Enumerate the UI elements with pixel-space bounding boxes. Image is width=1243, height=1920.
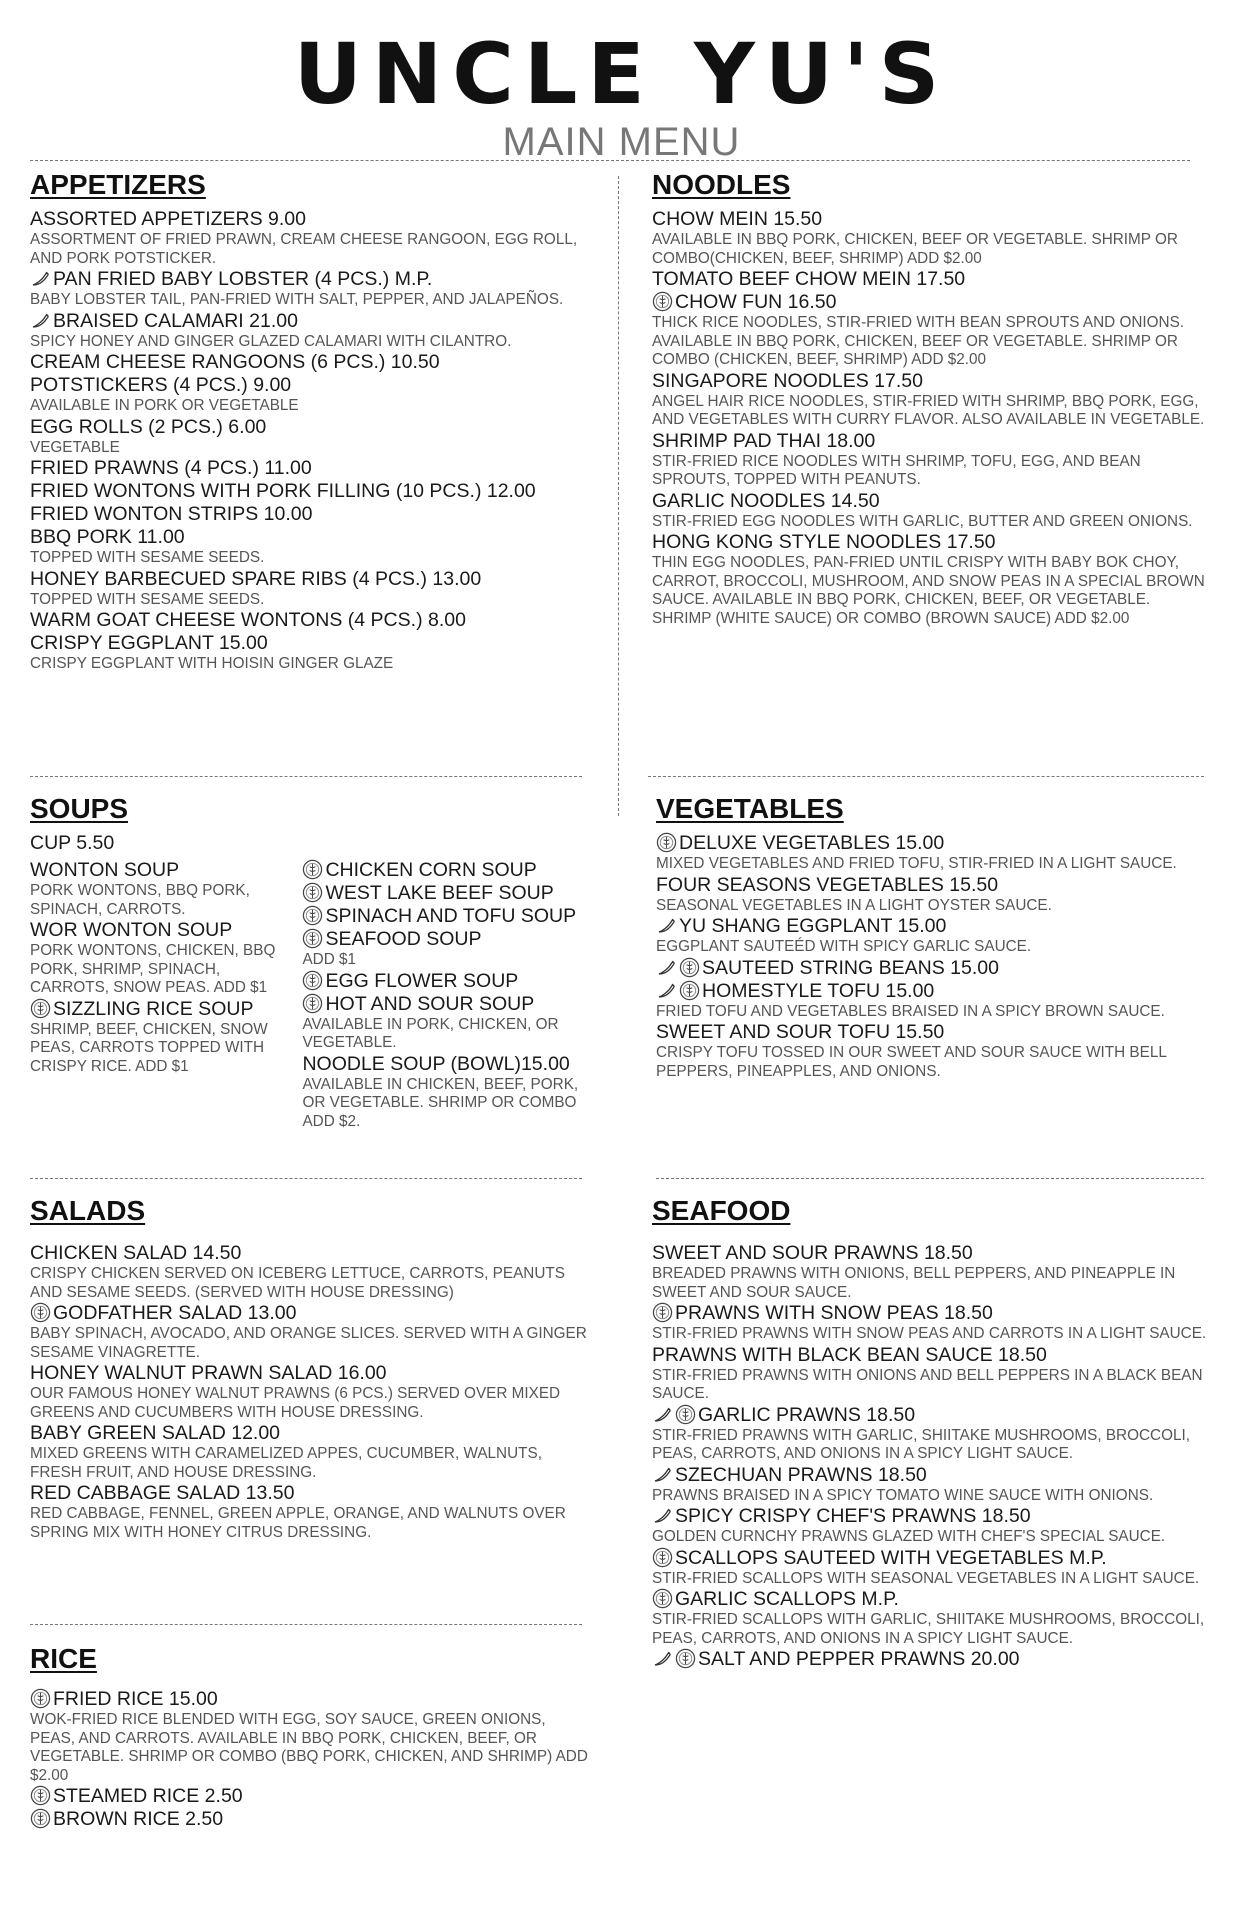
gluten-free-icon xyxy=(679,980,700,1001)
menu-item-description: CRISPY TOFU TOSSED IN OUR SWEET AND SOUR SAUCE WITH BELL PEPPERS, PINEAPPLES, AND ONIONS. xyxy=(656,1044,1167,1080)
menu-item-name xyxy=(656,832,1212,855)
chili-icon xyxy=(652,1508,672,1524)
menu-item-description: STIR-FRIED SCALLOPS WITH SEASONAL VEGETABLES IN A LIGHT SAUCE. xyxy=(652,1569,1200,1587)
menu-item-description: AVAILABLE IN PORK OR VEGETABLE xyxy=(30,397,299,414)
menu-item-name xyxy=(30,480,590,503)
menu-item-name xyxy=(30,998,298,1021)
menu-item-name xyxy=(652,531,1212,554)
menu-item xyxy=(30,998,298,1077)
gluten-free-icon xyxy=(302,905,323,926)
menu-item-title: FRIED RICE 15.00 xyxy=(53,1688,218,1710)
menu-item xyxy=(30,268,590,310)
menu-item-description: TOPPED WITH SESAME SEEDS. xyxy=(30,549,265,566)
menu-item-description: MIXED VEGETABLES AND FRIED TOFU, STIR-FRIED IN A LIGHT SAUCE. xyxy=(656,855,1177,872)
menu-item-description: OUR FAMOUS HONEY WALNUT PRAWNS (6 PCS.) SERVED OVER MIXED GREENS AND CUCUMBERS WITH HOUSE DRESSING. xyxy=(30,1385,561,1421)
menu-item-name xyxy=(652,1302,1212,1325)
menu-item-name xyxy=(656,874,1212,897)
menu-item-title: PRAWNS WITH SNOW PEAS 18.50 xyxy=(675,1302,993,1324)
menu-item-name xyxy=(652,1464,1212,1487)
menu-item-title: SALT AND PEPPER PRAWNS 20.00 xyxy=(698,1648,1020,1670)
soups-heading: SOUPS xyxy=(30,793,129,824)
menu-item-name xyxy=(30,374,590,397)
menu-item-title: WARM GOAT CHEESE WONTONS (4 PCS.) 8.00 xyxy=(30,609,466,631)
menu-item-title: BROWN RICE 2.50 xyxy=(53,1808,224,1830)
divider-left-1 xyxy=(30,776,582,777)
menu-item xyxy=(30,416,590,458)
menu-item-description: RED CABBAGE, FENNEL, GREEN APPLE, ORANGE, AND WALNUTS OVER SPRING MIX WITH HONEY CITRUS DRESSING. xyxy=(30,1505,566,1541)
menu-item-title: EGG FLOWER SOUP xyxy=(325,969,519,992)
soups-left-column xyxy=(30,859,298,1076)
menu-item-title: WONTON SOUP xyxy=(30,859,180,881)
menu-item xyxy=(656,980,1212,1022)
noodles-heading: NOODLES xyxy=(652,169,791,200)
menu-item xyxy=(652,1302,1212,1344)
menu-item-title: WEST LAKE BEEF SOUP xyxy=(325,882,554,904)
menu-item xyxy=(30,609,590,632)
menu-item-title: STEAMED RICE 2.50 xyxy=(53,1785,243,1807)
salads-heading: SALADS xyxy=(30,1195,146,1226)
menu-subtitle: MAIN MENU xyxy=(502,120,741,164)
rice-heading: RICE xyxy=(30,1643,97,1674)
menu-item-description: STIR-FRIED RICE NOODLES WITH SHRIMP, TOFU, EGG, AND BEAN SPROUTS, TOPPED WITH PEANUTS. xyxy=(652,452,1141,488)
menu-item-title: CHICKEN SALAD 14.50 xyxy=(30,1242,242,1264)
salads-section xyxy=(30,1194,590,1542)
menu-item-name xyxy=(652,1344,1212,1367)
menu-item xyxy=(652,1547,1212,1589)
menu-item xyxy=(30,374,590,416)
menu-item xyxy=(302,882,592,905)
chili-icon xyxy=(656,960,676,976)
gluten-free-icon xyxy=(302,993,323,1014)
menu-item-title: TOMATO BEEF CHOW MEIN 17.50 xyxy=(652,268,966,290)
menu-item-title: CHICKEN CORN SOUP xyxy=(325,859,537,881)
menu-item-name xyxy=(656,1021,1212,1044)
menu-item-title: GARLIC NOODLES 14.50 xyxy=(652,489,880,512)
divider-right-2 xyxy=(656,1178,1204,1179)
menu-item-name xyxy=(30,526,590,549)
menu-item xyxy=(30,1688,590,1785)
menu-item-description: FRIED TOFU AND VEGETABLES BRAISED IN A SPICY BROWN SAUCE. xyxy=(656,1002,1165,1020)
menu-item-name xyxy=(652,1648,1212,1671)
gluten-free-icon xyxy=(652,1547,673,1568)
menu-item-title: RED CABBAGE SALAD 13.50 xyxy=(30,1482,295,1504)
menu-item xyxy=(30,310,590,352)
menu-item-title: SWEET AND SOUR PRAWNS 18.50 xyxy=(652,1242,973,1264)
menu-item-description: THICK RICE NOODLES, STIR-FRIED WITH BEAN SPROUTS AND ONIONS. AVAILABLE IN BBQ PORK, CHICKEN, BEEF OR VEGETABLE. SHRIMP OR COMBO (CHICKEN, BEEF, SHRIMP) ADD $2.00 xyxy=(652,314,1185,368)
menu-item-description: CRISPY EGGPLANT WITH HOISIN GINGER GLAZE xyxy=(30,655,394,672)
menu-item-name xyxy=(302,905,592,928)
menu-item-title: CREAM CHEESE RANGOONS (6 PCS.) 10.50 xyxy=(30,351,440,373)
menu-item-title: POTSTICKERS (4 PCS.) 9.00 xyxy=(30,374,292,396)
gluten-free-icon xyxy=(30,1808,51,1829)
menu-item-title: HONEY BARBECUED SPARE RIBS (4 PCS.) 13.00 xyxy=(30,567,482,590)
menu-item-description: ADD $1 xyxy=(302,951,357,968)
chili-icon xyxy=(652,1651,672,1667)
menu-item-description: BABY LOBSTER TAIL, PAN-FRIED WITH SALT, PEPPER, AND JALAPEÑOS. xyxy=(30,291,564,308)
menu-item-name xyxy=(30,1808,590,1831)
menu-item-name xyxy=(656,980,1212,1003)
menu-item-title: SIZZLING RICE SOUP xyxy=(53,997,254,1020)
menu-item-name xyxy=(30,609,590,632)
menu-item-name xyxy=(302,1053,592,1076)
rice-section xyxy=(30,1642,590,1831)
menu-item-description: BREADED PRAWNS WITH ONIONS, BELL PEPPERS, AND PINEAPPLE IN SWEET AND SOUR SAUCE. xyxy=(652,1265,1176,1301)
menu-item-description: THIN EGG NOODLES, PAN-FRIED UNTIL CRISPY WITH BABY BOK CHOY, CARROT, BROCCOLI, MUSHROOM, AND SNOW PEAS IN A SPECIAL BROWN SAUCE. AVAILABLE IN BBQ PORK, CHICKEN, BEEF, OR VEGETABLE. SHRIMP (WHITE SAUCE) OR COMBO (BROWN SAUCE) ADD $2.00 xyxy=(652,554,1205,627)
menu-item-title: BBQ PORK 11.00 xyxy=(30,526,185,548)
menu-item xyxy=(652,1404,1212,1464)
menu-item-description: GOLDEN CURNCHY PRAWNS GLAZED WITH CHEF'S SPECIAL SAUCE. xyxy=(652,1528,1166,1545)
menu-item xyxy=(652,1505,1212,1547)
gluten-free-icon xyxy=(302,859,323,880)
divider-right-1 xyxy=(648,776,1204,777)
menu-item-title: BRAISED CALAMARI 21.00 xyxy=(53,309,298,332)
menu-item xyxy=(302,859,592,882)
menu-item-description: SPICY HONEY AND GINGER GLAZED CALAMARI WITH CILANTRO. xyxy=(30,332,512,350)
menu-item xyxy=(30,1242,590,1302)
menu-item-title: BABY GREEN SALAD 12.00 xyxy=(30,1422,281,1444)
menu-item-title: NOODLE SOUP (BOWL)15.00 xyxy=(302,1052,570,1075)
menu-item-description: TOPPED WITH SESAME SEEDS. xyxy=(30,590,265,608)
menu-item xyxy=(30,503,590,526)
gluten-free-icon xyxy=(30,1302,51,1323)
menu-item-title: SEAFOOD SOUP xyxy=(325,928,482,950)
menu-item-name xyxy=(30,919,298,942)
menu-item-title: SWEET AND SOUR TOFU 15.50 xyxy=(656,1021,945,1043)
menu-item-name xyxy=(652,1588,1212,1611)
menu-item-title: FRIED WONTONS WITH PORK FILLING (10 PCS.) 12.00 xyxy=(30,480,536,502)
menu-item-title: HOT AND SOUR SOUP xyxy=(325,992,535,1015)
menu-item xyxy=(30,632,590,674)
menu-item-name xyxy=(656,957,1212,980)
menu-item-title: SPICY CRISPY CHEF'S PRAWNS 18.50 xyxy=(675,1505,1031,1527)
menu-item-title: SAUTEED STRING BEANS 15.00 xyxy=(702,956,999,979)
menu-item xyxy=(652,370,1212,430)
vegetables-heading: VEGETABLES xyxy=(656,793,844,824)
menu-item xyxy=(30,1808,590,1831)
menu-item-name xyxy=(30,1242,590,1265)
gluten-free-icon xyxy=(302,882,323,903)
chili-icon xyxy=(652,1407,672,1423)
menu-item-description: STIR-FRIED PRAWNS WITH SNOW PEAS AND CARROTS IN A LIGHT SAUCE. xyxy=(652,1325,1207,1342)
menu-item-title: HONEY WALNUT PRAWN SALAD 16.00 xyxy=(30,1362,387,1384)
menu-item-name xyxy=(652,370,1212,393)
gluten-free-icon xyxy=(675,1648,696,1669)
menu-item-name xyxy=(30,1785,590,1808)
menu-item-title: SINGAPORE NOODLES 17.50 xyxy=(652,369,923,392)
menu-item xyxy=(652,1588,1212,1648)
menu-item xyxy=(30,568,590,610)
appetizers-heading: APPETIZERS xyxy=(30,169,206,200)
menu-item-name xyxy=(652,1505,1212,1528)
menu-item-name xyxy=(652,1404,1212,1427)
menu-item-title: YU SHANG EGGPLANT 15.00 xyxy=(679,915,947,937)
menu-item-name xyxy=(302,882,592,905)
menu-item-name xyxy=(302,928,592,951)
menu-item-name xyxy=(30,1362,590,1385)
menu-item-name xyxy=(656,915,1212,938)
menu-item-title: FOUR SEASONS VEGETABLES 15.50 xyxy=(656,873,999,896)
menu-item-title: EGG ROLLS (2 PCS.) 6.00 xyxy=(30,415,267,438)
menu-item-name xyxy=(652,208,1212,231)
divider-left-3 xyxy=(30,1624,582,1625)
menu-item-description: ASSORTMENT OF FRIED PRAWN, CREAM CHEESE RANGOON, EGG ROLL, AND PORK POTSTICKER. xyxy=(30,231,578,267)
menu-item-title: GODFATHER SALAD 13.00 xyxy=(53,1302,297,1324)
menu-item-description: STIR-FRIED EGG NOODLES WITH GARLIC, BUTTER AND GREEN ONIONS. xyxy=(652,512,1193,530)
restaurant-name: UNCLE YU'S xyxy=(293,25,950,123)
menu-item xyxy=(30,526,590,568)
menu-item-name xyxy=(30,503,590,526)
menu-item-name xyxy=(302,993,592,1016)
menu-item xyxy=(30,859,298,919)
menu-item-title: CHOW FUN 16.50 xyxy=(675,291,837,313)
menu-item-name xyxy=(30,1482,590,1505)
menu-item-title: SCALLOPS SAUTEED WITH VEGETABLES M.P. xyxy=(675,1546,1107,1569)
menu-item-name xyxy=(652,268,1212,291)
menu-item xyxy=(656,832,1212,874)
menu-item xyxy=(302,905,592,928)
menu-item-title: PRAWNS WITH BLACK BEAN SAUCE 18.50 xyxy=(652,1343,1047,1366)
soup-cup-price: CUP 5.50 xyxy=(30,832,115,854)
menu-item-description: SEASONAL VEGETABLES IN A LIGHT OYSTER SAUCE. xyxy=(656,896,1052,914)
menu-item xyxy=(652,1242,1212,1302)
menu-item-name xyxy=(30,1422,590,1445)
menu-item xyxy=(656,915,1212,957)
menu-item-description: STIR-FRIED PRAWNS WITH ONIONS AND BELL PEPPERS IN A BLACK BEAN SAUCE. xyxy=(652,1366,1203,1402)
menu-item-description: AVAILABLE IN BBQ PORK, CHICKEN, BEEF OR VEGETABLE. SHRIMP OR COMBO(CHICKEN, BEEF, SHRIMP) ADD $2.00 xyxy=(652,231,1178,267)
menu-item xyxy=(652,1464,1212,1506)
menu-item-description: MIXED GREENS WITH CARAMELIZED APPES, CUCUMBER, WALNUTS, FRESH FRUIT, AND HOUSE DRESSING. xyxy=(30,1445,542,1481)
gluten-free-icon xyxy=(675,1404,696,1425)
seafood-heading: SEAFOOD xyxy=(652,1195,791,1226)
seafood-section xyxy=(652,1194,1212,1671)
menu-item-name xyxy=(30,457,590,480)
menu-item-title: FRIED WONTON STRIPS 10.00 xyxy=(30,503,313,525)
menu-item-name xyxy=(652,1547,1212,1570)
menu-item-description: STIR-FRIED SCALLOPS WITH GARLIC, SHIITAKE MUSHROOMS, BROCCOLI, PEAS, CARROTS, AND ONIONS IN A SPICY LIGHT SAUCE. xyxy=(652,1611,1205,1647)
gluten-free-icon xyxy=(302,970,323,991)
menu-item xyxy=(656,957,1212,980)
menu-item xyxy=(30,1482,590,1542)
menu-item-name xyxy=(30,351,590,374)
menu-item-title: DELUXE VEGETABLES 15.00 xyxy=(679,832,945,854)
chili-icon xyxy=(30,271,50,287)
menu-item-description: ANGEL HAIR RICE NOODLES, STIR-FRIED WITH SHRIMP, BBQ PORK, EGG, AND VEGETABLES WITH CURRY FLAVOR. ALSO AVAILABLE IN VEGETABLE. xyxy=(652,392,1205,428)
menu-item-name xyxy=(30,632,590,655)
menu-item xyxy=(30,1302,590,1362)
menu-item xyxy=(302,993,592,1053)
menu-item-name xyxy=(302,859,592,882)
menu-item-title: HOMESTYLE TOFU 15.00 xyxy=(702,979,935,1002)
menu-item xyxy=(652,531,1212,628)
noodles-section xyxy=(652,168,1212,628)
column-divider xyxy=(618,176,619,816)
gluten-free-icon xyxy=(652,291,673,312)
vegetables-section xyxy=(656,792,1212,1081)
appetizers-section xyxy=(30,168,590,674)
menu-item xyxy=(30,1422,590,1482)
menu-item-name xyxy=(30,1302,590,1325)
menu-item-title: WOR WONTON SOUP xyxy=(30,919,233,941)
menu-item-title: HONG KONG STYLE NOODLES 17.50 xyxy=(652,531,996,553)
chili-icon xyxy=(656,918,676,934)
menu-item-title: SZECHUAN PRAWNS 18.50 xyxy=(675,1463,927,1486)
menu-header xyxy=(0,25,1243,164)
menu-item xyxy=(652,268,1212,291)
header-divider xyxy=(30,160,1190,161)
menu-item-title: SPINACH AND TOFU SOUP xyxy=(325,905,577,927)
gluten-free-icon xyxy=(30,1688,51,1709)
gluten-free-icon xyxy=(30,998,51,1019)
menu-item-title: ASSORTED APPETIZERS 9.00 xyxy=(30,208,306,230)
menu-item xyxy=(30,351,590,374)
menu-item-name xyxy=(30,1688,590,1711)
menu-item-title: SHRIMP PAD THAI 18.00 xyxy=(652,429,876,452)
menu-item xyxy=(30,480,590,503)
menu-item xyxy=(652,490,1212,532)
gluten-free-icon xyxy=(679,957,700,978)
menu-item xyxy=(302,1053,592,1132)
menu-item-description: VEGETABLE xyxy=(30,438,120,456)
menu-item xyxy=(30,208,590,268)
soups-right-column xyxy=(302,859,592,1131)
menu-item-description: BABY SPINACH, AVOCADO, AND ORANGE SLICES. SERVED WITH A GINGER SESAME VINAGRETTE. xyxy=(30,1325,587,1361)
menu-item-name xyxy=(30,310,590,333)
menu-item-name xyxy=(30,568,590,591)
menu-item-description: PORK WONTONS, CHICKEN, BBQ PORK, SHRIMP, SPINACH, CARROTS, SNOW PEAS. ADD $1 xyxy=(30,942,276,996)
menu-item xyxy=(652,1648,1212,1671)
menu-item-name xyxy=(652,430,1212,453)
menu-item-description: WOK-FRIED RICE BLENDED WITH EGG, SOY SAUCE, GREEN ONIONS, PEAS, AND CARROTS. AVAILABLE IN BBQ PORK, CHICKEN, BEEF, OR VEGETABLE. SHRIMP OR COMBO (BBQ PORK, CHICKEN, AND SHRIMP) ADD $2.00 xyxy=(30,1711,588,1784)
chili-icon xyxy=(656,983,676,999)
menu-item xyxy=(30,919,298,998)
menu-item-name xyxy=(30,268,590,291)
menu-item xyxy=(652,1344,1212,1404)
gluten-free-icon xyxy=(652,1588,673,1609)
menu-item-title: GARLIC SCALLOPS M.P. xyxy=(675,1588,899,1610)
menu-item-name xyxy=(652,1242,1212,1265)
menu-item-title: FRIED PRAWNS (4 PCS.) 11.00 xyxy=(30,457,312,479)
menu-item-title: GARLIC PRAWNS 18.50 xyxy=(698,1403,916,1426)
soups-section xyxy=(30,792,600,1131)
gluten-free-icon xyxy=(302,928,323,949)
menu-item-title: CHOW MEIN 15.50 xyxy=(652,208,823,230)
menu-item-name xyxy=(30,208,590,231)
menu-item-description: EGGPLANT SAUTEÉD WITH SPICY GARLIC SAUCE. xyxy=(656,938,1032,955)
menu-item-name xyxy=(30,416,590,439)
menu-item xyxy=(30,457,590,480)
menu-item-description: STIR-FRIED PRAWNS WITH GARLIC, SHIITAKE MUSHROOMS, BROCCOLI, PEAS, CARROTS, AND ONIONS IN A SPICY LIGHT SAUCE. xyxy=(652,1426,1190,1462)
menu-item xyxy=(652,291,1212,370)
menu-item-description: SHRIMP, BEEF, CHICKEN, SNOW PEAS, CARROTS TOPPED WITH CRISPY RICE. ADD $1 xyxy=(30,1020,268,1075)
menu-item xyxy=(302,970,592,993)
menu-item xyxy=(30,1362,590,1422)
menu-item-description: PRAWNS BRAISED IN A SPICY TOMATO WINE SAUCE WITH ONIONS. xyxy=(652,1486,1154,1504)
menu-item xyxy=(656,874,1212,916)
menu-item-title: PAN FRIED BABY LOBSTER (4 PCS.) M.P. xyxy=(53,268,433,290)
menu-item-description: PORK WONTONS, BBQ PORK, SPINACH, CARROTS. xyxy=(30,882,250,918)
menu-item-description: AVAILABLE IN PORK, CHICKEN, OR VEGETABLE. xyxy=(302,1015,559,1051)
menu-item-name xyxy=(652,291,1212,314)
menu-item xyxy=(30,1785,590,1808)
divider-left-2 xyxy=(30,1178,582,1179)
menu-item-name xyxy=(652,490,1212,513)
menu-item-name xyxy=(302,970,592,993)
menu-item-description: CRISPY CHICKEN SERVED ON ICEBERG LETTUCE, CARROTS, PEANUTS AND SESAME SEEDS. (SERVED WITH HOUSE DRESSING) xyxy=(30,1265,565,1301)
menu-item xyxy=(656,1021,1212,1081)
menu-item-title: CRISPY EGGPLANT 15.00 xyxy=(30,632,268,654)
menu-item-name xyxy=(30,859,298,882)
gluten-free-icon xyxy=(656,832,677,853)
gluten-free-icon xyxy=(652,1302,673,1323)
menu-item xyxy=(302,928,592,970)
chili-icon xyxy=(30,313,50,329)
chili-icon xyxy=(652,1467,672,1483)
menu-item-description: AVAILABLE IN CHICKEN, BEEF, PORK, OR VEGETABLE. SHRIMP OR COMBO ADD $2. xyxy=(302,1075,579,1130)
menu-item xyxy=(652,430,1212,490)
gluten-free-icon xyxy=(30,1785,51,1806)
menu-item xyxy=(652,208,1212,268)
